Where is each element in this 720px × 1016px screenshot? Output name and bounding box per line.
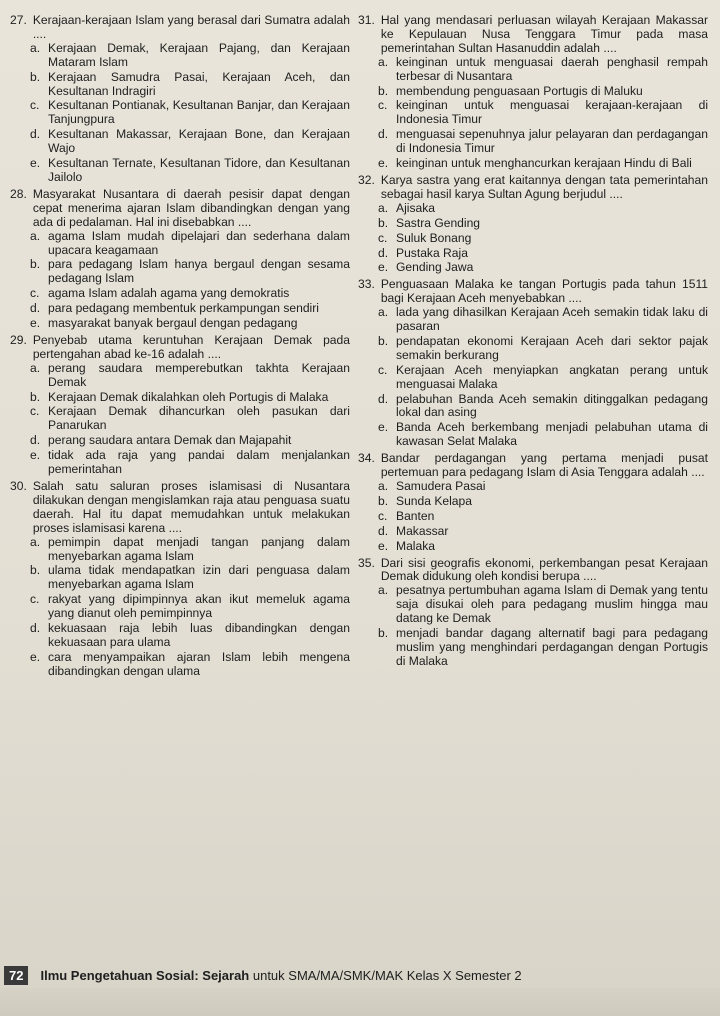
page-bottom-margin <box>0 988 720 1016</box>
option-label: c. <box>378 230 388 245</box>
answer-option <box>378 364 708 392</box>
answer-options <box>30 536 350 679</box>
answer-options <box>378 56 708 171</box>
question-28 <box>10 188 350 331</box>
option-label: a. <box>30 534 41 549</box>
option-label: c. <box>30 404 40 419</box>
option-label: a. <box>378 305 389 320</box>
option-text: keinginan untuk menguasai daerah penghasil rempah terbesar di Nusantara <box>396 54 708 83</box>
option-label: d. <box>30 433 41 448</box>
option-text: Kesultanan Ternate, Kesultanan Tidore, dan Kesultanan Jailolo <box>48 156 350 184</box>
answer-option <box>30 405 350 433</box>
question-number: 28. <box>10 186 27 201</box>
answer-options <box>30 362 350 477</box>
option-label: c. <box>378 508 388 523</box>
answer-option <box>378 421 708 449</box>
answer-option <box>378 335 708 363</box>
question-text: Dari sisi geografis ekonomi, perkembangan pesat Kerajaan Demak didukung oleh kondisi berupa .... <box>380 555 708 584</box>
option-label: b. <box>378 626 389 641</box>
option-label: c. <box>30 98 40 113</box>
answer-option <box>30 651 350 679</box>
question-stem <box>358 174 708 202</box>
question-number: 33. <box>358 277 375 292</box>
answer-option <box>30 362 350 390</box>
option-label: e. <box>30 649 41 664</box>
question-32 <box>358 174 708 275</box>
option-text: Gending Jawa <box>396 260 474 275</box>
question-stem <box>10 480 350 536</box>
answer-option <box>378 510 708 524</box>
option-label: c. <box>378 362 388 377</box>
option-text: Kerajaan Aceh menyiapkan angkatan perang untuk menguasai Malaka <box>396 362 708 391</box>
option-text: Kerajaan Samudra Pasai, Kerajaan Aceh, dan Kesultanan Indragiri <box>48 69 350 98</box>
footer-text <box>40 968 521 983</box>
answer-option <box>30 317 350 331</box>
answer-option <box>378 627 708 669</box>
answer-option <box>30 287 350 301</box>
question-text: Salah satu saluran proses islamisasi di Nusantara dilakukan dengan mengislamkan raja atau penguasa suatu daerah. Hal itu dapat memudahkan untuk melakukan proses islamisasi karena .... <box>32 479 350 535</box>
answer-option <box>378 306 708 334</box>
question-number: 31. <box>358 13 375 27</box>
option-text: membendung penguasaan Portugis di Maluku <box>396 83 643 98</box>
option-label: a. <box>378 583 389 598</box>
answer-options <box>378 202 708 276</box>
option-label: e. <box>30 156 41 171</box>
option-label: d. <box>30 301 41 316</box>
answer-options <box>30 230 350 331</box>
answer-option <box>30 449 350 477</box>
answer-option <box>378 495 708 509</box>
answer-option <box>378 247 708 261</box>
option-text: masyarakat banyak bergaul dengan pedagang <box>48 316 298 331</box>
answer-options <box>378 584 708 668</box>
option-label: e. <box>30 448 41 463</box>
option-text: rakyat yang dipimpinnya akan ikut memeluk agama yang dianut oleh pemimpinnya <box>48 592 350 621</box>
option-text: Ajisaka <box>396 200 435 215</box>
answer-option <box>30 157 350 185</box>
answer-option <box>378 393 708 421</box>
answer-option <box>378 217 708 231</box>
option-text: Makassar <box>396 523 449 538</box>
option-text: pendapatan ekonomi Kerajaan Aceh dari sektor pajak semakin berkurang <box>396 333 708 362</box>
answer-option <box>30 593 350 621</box>
answer-option <box>30 128 350 156</box>
question-35 <box>358 557 708 669</box>
question-stem <box>10 188 350 230</box>
option-label: d. <box>30 621 41 636</box>
option-label: a. <box>378 200 389 215</box>
option-label: c. <box>30 286 40 301</box>
answer-option <box>30 564 350 592</box>
question-number: 32. <box>358 172 375 187</box>
question-stem <box>10 14 350 42</box>
question-number: 30. <box>10 479 27 493</box>
answer-option <box>378 584 708 626</box>
option-text: Kerajaan Demak dihancurkan oleh pasukan dari Panarukan <box>48 404 350 433</box>
option-label: e. <box>30 316 41 331</box>
option-label: b. <box>30 69 41 84</box>
question-text: Penguasaan Malaka ke tangan Portugis pada tahun 1511 bagi Kerajaan Aceh menyebabkan .... <box>380 277 708 306</box>
question-number: 34. <box>358 451 375 466</box>
option-label: d. <box>378 245 389 260</box>
option-text: pelabuhan Banda Aceh semakin ditinggalkan pedagang lokal dan asing <box>396 391 708 420</box>
question-text: Masyarakat Nusantara di daerah pesisir dapat dengan cepat menerima ajaran Islam dibandingkan dengan yang ada di pedalaman. Hal ini disebabkan .... <box>32 186 350 229</box>
left-column <box>10 14 350 682</box>
option-text: Malaka <box>396 538 435 553</box>
answer-option <box>378 232 708 246</box>
option-text: Banda Aceh berkembang menjadi pelabuhan utama di kawasan Selat Malaka <box>396 420 708 449</box>
question-number: 35. <box>358 555 375 570</box>
question-text: Hal yang mendasari perluasan wilayah Kerajaan Makassar ke Kepulauan Nusa Tenggara Timur pada masa pemerintahan Sultan Hasanuddin adalah .... <box>380 13 708 55</box>
page-footer <box>0 964 720 986</box>
question-34 <box>358 452 708 553</box>
option-text: para pedagang membentuk perkampungan sendiri <box>48 301 319 316</box>
answer-option <box>378 202 708 216</box>
answer-options <box>378 480 708 554</box>
answer-option <box>30 391 350 405</box>
option-text: tidak ada raja yang pandai dalam menjalankan pemerintahan <box>48 448 350 477</box>
option-text: keinginan untuk menguasai kerajaan-kerajaan di Indonesia Timur <box>396 98 708 127</box>
option-text: Samudera Pasai <box>396 479 486 493</box>
answer-options <box>378 306 708 449</box>
answer-option <box>30 536 350 564</box>
option-label: a. <box>30 360 41 375</box>
question-33 <box>358 278 708 449</box>
question-29 <box>10 334 350 477</box>
option-label: b. <box>378 493 389 508</box>
option-text: menguasai sepenuhnya jalur pelayaran dan perdagangan di Indonesia Timur <box>396 127 708 156</box>
question-27 <box>10 14 350 185</box>
option-label: c. <box>378 98 388 113</box>
option-label: e. <box>378 260 389 275</box>
option-text: kekuasaan raja lebih luas dibandingkan dengan kekuasaan para ulama <box>48 621 350 649</box>
right-column <box>358 14 708 672</box>
option-label: d. <box>378 523 389 538</box>
question-stem <box>358 278 708 306</box>
question-text: Kerajaan-kerajaan Islam yang berasal dari Sumatra adalah .... <box>32 13 350 41</box>
option-label: b. <box>30 563 41 578</box>
answer-option <box>378 157 708 171</box>
option-text: Kesultanan Makassar, Kerajaan Bone, dan Kerajaan Wajo <box>48 127 350 156</box>
option-label: a. <box>30 40 41 55</box>
option-text: perang saudara antara Demak dan Majapahit <box>48 433 292 448</box>
answer-option <box>30 302 350 316</box>
question-number: 29. <box>10 332 27 347</box>
question-stem <box>10 334 350 362</box>
option-text: ulama tidak mendapatkan izin dari penguasa dalam menyebarkan agama Islam <box>48 563 350 592</box>
option-text: Kesultanan Pontianak, Kesultanan Banjar, dan Kerajaan Tanjungpura <box>48 98 350 127</box>
question-text: Penyebab utama keruntuhan Kerajaan Demak pada pertengahan abad ke-16 adalah .... <box>32 332 350 361</box>
option-label: a. <box>378 54 389 69</box>
option-text: Sunda Kelapa <box>396 493 472 508</box>
option-text: perang saudara memperebutkan takhta Kerajaan Demak <box>48 360 350 389</box>
question-stem <box>358 452 708 480</box>
option-label: e. <box>378 538 389 553</box>
answer-option <box>30 99 350 127</box>
answer-option <box>30 42 350 70</box>
option-text: agama Islam adalah agama yang demokratis <box>48 286 290 301</box>
page-number: 72 <box>4 966 28 985</box>
option-text: pesatnya pertumbuhan agama Islam di Demak yang tentu saja disukai oleh para pedagang muslim hingga mau datang ke Demak <box>396 583 708 626</box>
option-label: e. <box>378 420 389 435</box>
question-stem <box>358 14 708 56</box>
option-label: b. <box>378 83 389 98</box>
option-label: b. <box>378 333 389 348</box>
option-label: a. <box>30 228 41 243</box>
question-number: 27. <box>10 13 27 27</box>
option-text: Sastra Gending <box>396 215 481 230</box>
option-label: c. <box>30 592 40 607</box>
option-text: Kerajaan Demak dikalahkan oleh Portugis di Malaka <box>48 389 329 404</box>
answer-option <box>30 71 350 99</box>
question-text: Bandar perdagangan yang pertama menjadi pusat pertemuan para pedagang Islam di Asia Tenggara adalah .... <box>380 451 708 480</box>
answer-option <box>378 525 708 539</box>
answer-option <box>378 480 708 494</box>
answer-options <box>30 42 350 185</box>
option-text: Banten <box>396 508 435 523</box>
option-label: b. <box>30 257 41 272</box>
option-text: Suluk Bonang <box>396 230 472 245</box>
option-text: Kerajaan Demak, Kerajaan Pajang, dan Kerajaan Mataram Islam <box>48 40 350 69</box>
footer-rest: untuk SMA/MA/SMK/MAK Kelas X Semester 2 <box>249 967 522 983</box>
option-text: menjadi bandar dagang alternatif bagi para pedagang muslim yang menghindari perdagangan dengan Portugis di Malaka <box>396 626 708 668</box>
answer-option <box>378 540 708 554</box>
option-text: lada yang dihasilkan Kerajaan Aceh semakin tidak laku di pasaran <box>396 305 708 334</box>
question-text: Karya sastra yang erat kaitannya dengan tata pemerintahan sebagai hasil karya Sultan Agung berjudul .... <box>380 172 708 201</box>
answer-option <box>378 85 708 99</box>
option-label: d. <box>378 127 389 142</box>
answer-option <box>30 622 350 650</box>
question-stem <box>358 557 708 585</box>
answer-option <box>378 261 708 275</box>
option-label: d. <box>30 127 41 142</box>
answer-option <box>378 128 708 156</box>
option-text: Pustaka Raja <box>396 245 468 260</box>
option-label: b. <box>30 389 41 404</box>
answer-option <box>378 56 708 84</box>
option-text: agama Islam mudah dipelajari dan sederhana dalam upacara keagamaan <box>48 228 350 257</box>
answer-option <box>378 99 708 127</box>
option-label: d. <box>378 391 389 406</box>
footer-subject: Ilmu Pengetahuan Sosial: Sejarah <box>40 967 250 983</box>
answer-option <box>30 434 350 448</box>
option-text: cara menyampaikan ajaran Islam lebih mengena dibandingkan dengan ulama <box>48 649 350 678</box>
answer-option <box>30 258 350 286</box>
option-label: b. <box>378 215 389 230</box>
question-31 <box>358 14 708 171</box>
answer-option <box>30 230 350 258</box>
option-label: a. <box>378 479 389 493</box>
option-text: keinginan untuk menghancurkan kerajaan Hindu di Bali <box>396 156 692 171</box>
question-30 <box>10 480 350 679</box>
option-label: e. <box>378 156 389 171</box>
option-text: pemimpin dapat menjadi tangan panjang dalam menyebarkan agama Islam <box>48 534 350 563</box>
option-text: para pedagang Islam hanya bergaul dengan sesama pedagang Islam <box>48 257 350 286</box>
